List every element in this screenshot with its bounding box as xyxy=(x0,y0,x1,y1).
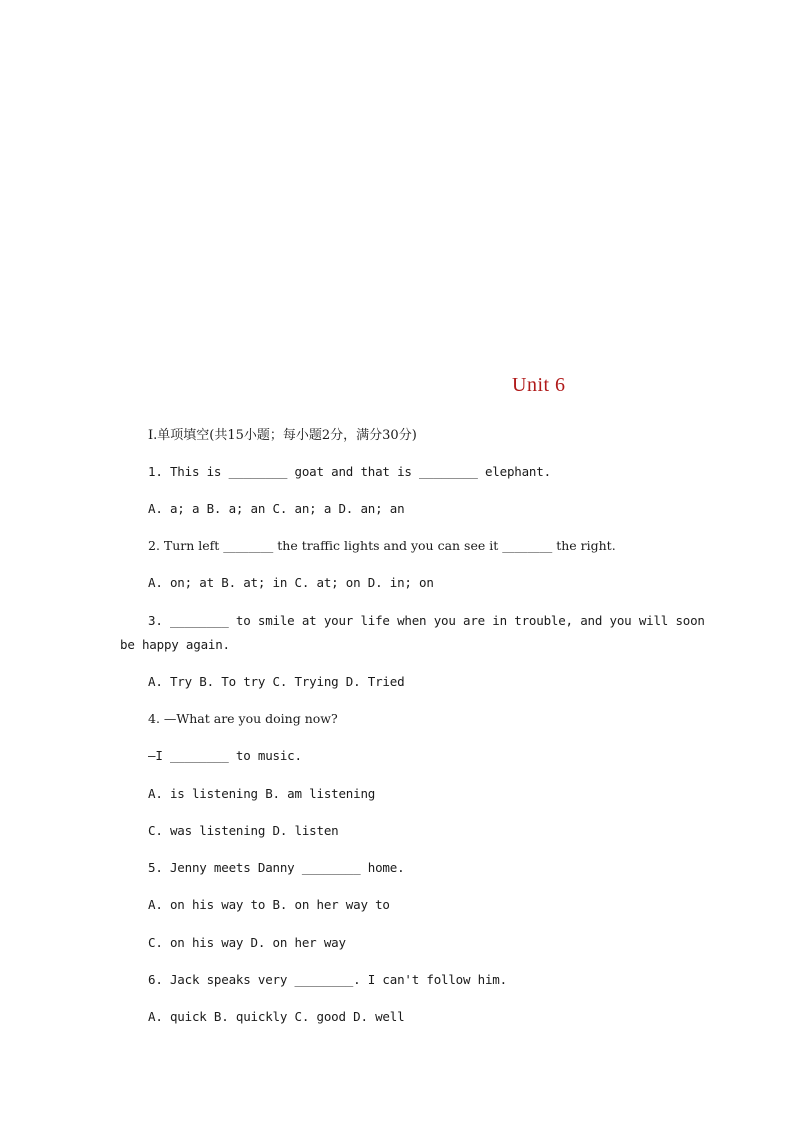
question-4: 4. —What are you doing now? xyxy=(148,711,338,726)
question-2-options: A. on; at B. at; in C. at; on D. in; on xyxy=(148,575,434,590)
section-heading: Ⅰ.单项填空(共15小题；每小题2分，满分30分) xyxy=(148,428,417,443)
question-1: 1. This is ________ goat and that is ________ elephant. xyxy=(148,464,551,479)
question-3-continued: be happy again. xyxy=(120,637,230,652)
question-4-options-a-b: A. is listening B. am listening xyxy=(148,786,376,801)
question-3-options: A. Try B. To try C. Trying D. Tried xyxy=(148,674,405,689)
question-3: 3. ________ to smile at your life when you are in trouble, and you will soon xyxy=(148,613,705,628)
question-6-options: A. quick B. quickly C. good D. well xyxy=(148,1009,405,1024)
question-4-options-c-d: C. was listening D. listen xyxy=(148,823,339,838)
unit-title: Unit 6 xyxy=(512,374,566,396)
question-2: 2. Turn left ________ the traffic lights and you can see it ________ the right. xyxy=(148,538,616,553)
question-1-options: A. a; a B. a; an C. an; a D. an; an xyxy=(148,501,405,516)
question-5-options-c-d: C. on his way D. on her way xyxy=(148,935,346,950)
question-6: 6. Jack speaks very ________. I can't follow him. xyxy=(148,972,507,987)
question-4-response: —I ________ to music. xyxy=(148,748,302,763)
question-5-options-a-b: A. on his way to B. on her way to xyxy=(148,897,390,912)
question-5: 5. Jenny meets Danny ________ home. xyxy=(148,860,405,875)
